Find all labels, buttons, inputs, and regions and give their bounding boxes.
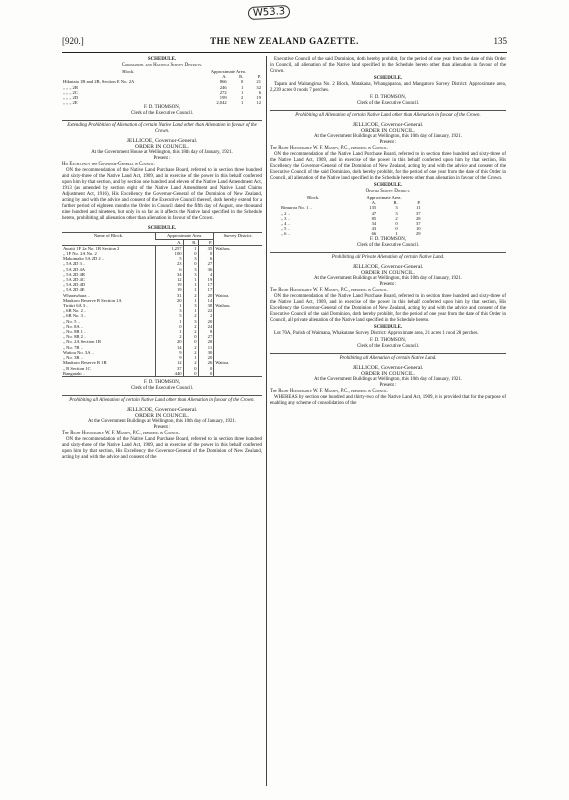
acres: 2	[155, 334, 183, 339]
column-divider	[266, 56, 267, 786]
block-name: „ B Section 1C	[63, 365, 91, 371]
col-perches: P.	[417, 200, 421, 206]
col-district: Survey District.	[214, 233, 262, 245]
notice-heading: Prohibiting all Alienation of certain Native Land other than Alienation in favour of the Crown.	[295, 113, 481, 118]
block-name: Makomako 5A 2D 2 ..	[63, 256, 105, 262]
order-place-date: At the Government House at Wellington, this 18th day of January, 1921.	[91, 150, 233, 156]
block-name: „ No. 3B ..	[63, 355, 83, 361]
block-name: „ 1F No. 2A No. 2	[63, 251, 97, 257]
survey-district: Opotiki Survey District.	[365, 189, 411, 194]
header-year: [920.]	[62, 36, 84, 46]
roods: 3	[395, 210, 398, 216]
acres: 0	[155, 324, 183, 329]
schedule-heading: SCHEDULE.	[147, 57, 177, 62]
perches: 2	[198, 313, 214, 318]
block-name: „ No. 2A Section 1B	[63, 339, 101, 345]
col-roods: R.	[239, 74, 244, 80]
roods: 1	[183, 245, 198, 251]
col-block: Block.	[122, 69, 135, 74]
perches: 35	[198, 245, 214, 251]
schedule-heading: SCHEDULE.	[373, 324, 403, 330]
present-label: Present :	[379, 382, 397, 388]
acres: 34	[155, 272, 183, 277]
roods: 2	[183, 345, 198, 350]
col-area: Approximate Area.	[366, 195, 402, 200]
perches: 36	[198, 267, 214, 272]
block-name: Rangatahi ..	[62, 371, 155, 377]
order-body: ON the recommendation of the Native Land Purchase Board, referred to in section three hundred and sixty-three of the Native Land Act, 1909, and in exercise of the power in this behalf conferred upon him by that section, His Excellency the Governor-General of the Dominion of New Zealand, acting by and with the advice and consent of the	[62, 436, 262, 460]
perches: 6	[198, 256, 214, 261]
schedule-heading: SCHEDULE.	[373, 76, 403, 81]
acres: 440	[155, 371, 183, 377]
roods: 1	[183, 308, 198, 313]
block-name: Rimuroa No. 1 ..	[281, 205, 312, 211]
schedule-heading: SCHEDULE.	[373, 183, 403, 188]
acres: 866	[219, 79, 227, 85]
governor-line: JELLICOE, Governor-General.	[352, 122, 424, 128]
roods: 1	[240, 84, 244, 90]
perches: 30	[198, 350, 214, 355]
block-name: „ No. 8A ..	[63, 323, 83, 329]
left-column	[62, 57, 262, 462]
block-name: „ „ „ 2E	[63, 100, 78, 106]
perches: 27	[198, 334, 214, 339]
presiding-line: The Right Honourable W. F. Massey, P.C., presiding in Council.	[270, 146, 389, 151]
signature-name: F. D. THOMSON,	[143, 379, 181, 385]
perches: 19	[256, 95, 261, 101]
block-name: „ 5 ..	[281, 226, 290, 232]
order-body: ON the recommendation of the Native Land Purchase Board, referred to in section three hundred and sixty-three of the Native Land Act, 1909, and in exercise of the power in this behalf conferred upon him by that section, and by section one hundred and eleven of the Native Land Amendment Act, 1913 (as amended by section eight of the Native Land Amendment and Native Land Claims Adjustment Act, 1916), His Excellency the Governor-General of the Dominion of New Zealand, acting by and with the advice and consent of the Executive Council thereof, doth hereby extend for a further period of eighteen months the Order in Council dated the fifth day of August, one thousand nine hundred and nineteen, but only in so far as it affects the Native land specified in the Schedule hereto, prohibiting all alienation other than alienation in favour of the Crown.	[62, 168, 262, 222]
divider	[62, 120, 262, 121]
order-heading: ORDER IN COUNCIL.	[135, 412, 189, 419]
block-name: „ 6 ..	[281, 231, 290, 237]
roods: 0	[395, 221, 398, 227]
block-name: Waitoa No. 3A ..	[63, 349, 94, 355]
acres: 43	[371, 226, 377, 232]
notice-heading: Prohibiting all Private Alienation of certain Native Land.	[331, 254, 445, 260]
divider	[270, 252, 506, 253]
order-place-date: At the Government Buildings at Wellington, this 10th day of January, 1921.	[313, 275, 463, 281]
block-name: „ 6B No. 2 ..	[63, 308, 87, 314]
col-perches: P.	[257, 74, 261, 80]
block-name: „ No. 8B 1 ..	[63, 329, 87, 335]
header-title: THE NEW ZEALAND GAZETTE.	[210, 36, 359, 46]
table-row	[62, 371, 262, 377]
perches: 37	[416, 221, 421, 227]
acres: 246	[219, 84, 227, 90]
acres: 6	[155, 267, 183, 272]
roods: 1	[183, 298, 198, 303]
signature-title: Clerk of the Executive Council.	[356, 101, 420, 106]
schedule-heading: SCHEDULE.	[147, 226, 177, 232]
roods: 1	[183, 287, 198, 292]
acres: 34	[371, 221, 377, 227]
order-place-date: At the Government Buildings at Wellington, this 10th day of January, 1921.	[313, 134, 463, 139]
perches: 12	[256, 100, 261, 106]
roods: 3	[183, 272, 198, 277]
perches: 19	[198, 277, 214, 282]
acres: 5	[155, 256, 183, 261]
acres: 199	[219, 95, 227, 101]
present-label: Present :	[153, 424, 171, 430]
block-name: „ 5A 2D 3 ..	[63, 261, 86, 267]
block-name: „ 3 ..	[281, 215, 290, 221]
acres: 100	[155, 251, 183, 256]
block-name: „ No. 5 ..	[63, 318, 80, 324]
perches: 32	[256, 84, 261, 90]
roods: 2	[183, 350, 198, 355]
acres: 14	[155, 345, 183, 350]
presiding-line: The Right Honourable W. F. Massey, P.C., presiding in Council.	[270, 388, 389, 394]
block-name: „ 5A 2D 4E	[63, 287, 85, 293]
block-name: „ 5A 2D 4B	[63, 271, 85, 277]
block-name: „ 2 ..	[281, 210, 290, 216]
roods: 2	[240, 95, 244, 101]
col-acres: A.	[222, 74, 227, 80]
perches: 14	[198, 298, 214, 303]
acres: 31	[155, 293, 183, 298]
block-name: „ „ „ 2D	[63, 95, 79, 101]
block-name: „ „ „ 2B	[63, 84, 78, 90]
acres: 1	[155, 303, 183, 308]
header-rule	[62, 52, 507, 53]
order-heading: ORDER IN COUNCIL.	[361, 370, 415, 377]
schedule-table	[62, 232, 262, 376]
right-column	[270, 57, 506, 408]
perches: 20	[198, 355, 214, 360]
roods: 2	[183, 313, 198, 318]
roods: 0	[240, 79, 244, 85]
col-roods: R.	[393, 200, 398, 206]
block-name: „ 6B No. 3 ..	[63, 313, 87, 319]
order-body: ON the recommendation of the Native Land Purchase Board, referred to in section three hundred and sixty-three of the Native Land Act, 1909, and in exercise of the power in this behalf conferred upon him by that section, His Excellency the Governor-General of the Dominion of New Zealand, acting by and with the advice and consent of the Executive Council of the said Dominion, doth hereby prohibit, for the period of one year from the date of this Order in Council, all alienation of the Native land specified in the Schedule hereto other than alienation in favour of the Crown.	[270, 152, 506, 181]
governor-line: JELLICOE, Governor-General.	[352, 364, 424, 371]
schedule-table	[62, 69, 262, 105]
signature-name: F. D. THOMSON,	[143, 105, 181, 111]
perches: 29	[416, 231, 421, 237]
perches: 17	[198, 282, 214, 287]
present-label: Present :	[153, 156, 171, 162]
schedule-text: Tapatu and Waitangirua No. 2 Block, Matakana, Whangaparoa, and Mangatoro Survey District: Approximate area, 2,239 acres 0 roods 7 perches.	[270, 82, 506, 93]
acres: 47	[371, 210, 377, 216]
divider	[62, 395, 262, 396]
roods: 1	[183, 282, 198, 287]
perches: 11	[198, 345, 214, 350]
acres: 3	[155, 308, 183, 313]
block-name: Maukoro Reserve B Section 1A	[63, 297, 122, 303]
block-name: „ „ „ 2C	[63, 89, 78, 95]
roods: 3	[183, 319, 198, 324]
acres: 66	[371, 231, 377, 237]
order-body: WHEREAS by section one hundred and thirty-two of the Native Land Act, 1909, it is provided that for the purpose of enabling any scheme of consolidation of the	[270, 394, 506, 406]
perches: 0	[198, 366, 214, 371]
col-acres: A.	[177, 239, 182, 245]
roods: 1	[395, 231, 398, 237]
order-body-continued: Executive Council of the said Dominion, doth hereby prohibit, for the period of one year from the date of this Order in Council, all alienation of the Native land specified in the Schedule hereto other than alienation in favour of the Crown.	[270, 57, 506, 74]
acres: 9	[155, 350, 183, 355]
block-name: „ No. 7B ..	[63, 344, 83, 350]
present-label: Present :	[379, 281, 397, 287]
perches: 20	[198, 293, 214, 298]
divider	[270, 353, 506, 354]
divider	[270, 110, 506, 111]
signature-title: Clerk of the Executive Council.	[356, 343, 420, 349]
acres: 135	[369, 205, 377, 211]
acres: 37	[155, 366, 183, 371]
col-block: Name of Block.	[93, 233, 124, 239]
acres: 12	[155, 277, 183, 282]
block-name: Hikutaia 1B and 2B, Section E No. 2A	[63, 79, 135, 85]
roods: 0	[183, 261, 198, 266]
survey-district	[214, 371, 262, 377]
acres: 20	[155, 339, 183, 344]
roods: 0	[183, 371, 198, 377]
perches: 10	[416, 226, 421, 232]
order-body: ON the recommendation of the Native Land Purchase Board, referred to in section three hundred and sixty-three of the Native Land Act, 1909, and in exercise of the power in this behalf conferred upon him by that section, His Excellency the Governor-General of the Dominion of New Zealand, acting by and with the advice and consent of the Executive Council of the said Dominion, doth hereby prohibit, for the period of one year from the date of this Order in Council, all private alienation of the Native land specified in the Schedule hereto.	[270, 293, 506, 323]
order-place-date: At the Government Buildings at Wellington, this 10th day of January, 1921.	[313, 376, 463, 382]
block-name: Awaiti 1F 2a No. 1B Section 2	[63, 245, 120, 251]
roods: 0	[183, 251, 198, 256]
page-header	[62, 36, 507, 50]
block-name: „ 5A 2D 4D	[63, 282, 86, 288]
perches: 21	[256, 79, 261, 85]
roods: 2	[395, 215, 398, 221]
schedule-text: Lot 70A, Parish of Waimana, Whakatane Survey District: Approximate area, 21 acres 1 rood 28 perches.	[274, 330, 479, 336]
order-heading: ORDER IN COUNCIL.	[361, 269, 415, 276]
acres: 9	[155, 355, 183, 360]
order-heading: ORDER IN COUNCIL.	[135, 144, 189, 151]
order-place-date: At the Government Buildings at Wellington, this 10th day of January, 1921.	[87, 418, 237, 424]
roods: 0	[183, 339, 198, 344]
acres: 19	[155, 282, 183, 287]
roods: 3	[183, 256, 198, 261]
presiding-line: The Right Honourable W. F. Massey, P.C., presiding in Council.	[62, 430, 181, 436]
signature-name: F. D. THOMSON,	[369, 337, 407, 343]
governor-line: JELLICOE, Governor-General.	[352, 263, 424, 270]
perches: 11	[416, 205, 421, 211]
notice-heading: Prohibiting all Alienation of certain Native Land other than Alienation in favour of the Crown.	[69, 397, 255, 403]
perches: 38	[198, 303, 214, 308]
col-roods: R.	[183, 239, 198, 245]
roods: 3	[183, 303, 198, 308]
order-heading: ORDER IN COUNCIL.	[361, 128, 415, 134]
acres: 23	[155, 261, 183, 266]
signature-title: Clerk of the Executive Council.	[130, 385, 194, 391]
col-acres: A.	[371, 200, 377, 206]
block-name: Tiritiri 6A 3 ..	[63, 303, 89, 309]
block-name: „ 5A 2D 4C	[63, 277, 85, 283]
acres: 85	[371, 215, 377, 221]
block-name: „ 4 ..	[281, 221, 290, 227]
page-number: 135	[493, 36, 507, 46]
signature-title: Clerk of the Executive Council.	[130, 111, 194, 117]
acres: 2,042	[216, 100, 227, 106]
acres: 1	[155, 319, 183, 324]
col-area: Approximate Area.	[210, 69, 246, 74]
roods: 1	[183, 277, 198, 282]
schedule-table	[280, 195, 422, 237]
roods: 2	[183, 324, 198, 329]
roods: 1	[240, 89, 244, 95]
survey-district: Coromandel and Hastings Survey Districts.	[121, 63, 203, 68]
perches: 28	[198, 339, 214, 344]
governor-line: JELLICOE, Governor-General.	[126, 138, 198, 145]
acres: 19	[155, 287, 183, 292]
perches: 4	[198, 272, 214, 277]
archive-stamp: W53.3	[248, 5, 291, 20]
roods: 3	[183, 267, 198, 272]
survey-district: Waihou.	[214, 303, 262, 308]
perches: 20	[198, 319, 214, 324]
perches: 37	[416, 210, 421, 216]
signature-name: F. D. THOMSON,	[369, 236, 407, 242]
block-name: „ No. 8B 2 ..	[63, 334, 87, 340]
perches: 17	[198, 287, 214, 292]
presiding-line: The Right Honourable W. F. Massey, P.C., presiding in Council.	[270, 287, 389, 293]
survey-district: Waitoa.	[214, 293, 262, 298]
col-block: Block.	[307, 195, 320, 200]
acres: 20	[155, 298, 183, 303]
perches: 28	[416, 215, 421, 221]
perches: 0	[198, 371, 214, 377]
roods: 2	[183, 293, 198, 298]
perches: 27	[198, 261, 214, 266]
block-name: Wharawhara ..	[63, 292, 90, 298]
roods: 1	[240, 100, 244, 106]
block-name: Maukoro Reserve B 1B	[63, 360, 107, 366]
roods: 2	[183, 329, 198, 334]
acres: 1	[155, 329, 183, 334]
roods: 0	[183, 366, 198, 371]
col-perches: P.	[198, 239, 214, 245]
survey-district: Waitoa.	[214, 360, 262, 365]
roods: 2	[183, 360, 198, 365]
roods: 3	[395, 205, 398, 211]
notice-heading: Prohibiting all Alienation of certain Native Land.	[339, 355, 437, 361]
presiding-line: His Excellency the Governor-General in Council.	[62, 162, 155, 168]
roods: 1	[183, 355, 198, 360]
roods: 0	[395, 226, 398, 232]
perches: 0	[198, 251, 214, 256]
perches: 24	[198, 324, 214, 329]
acres: 12	[155, 360, 183, 365]
signature-title: Clerk of the Executive Council.	[356, 242, 420, 248]
governor-line: JELLICOE, Governor-General.	[126, 406, 198, 413]
present-label: Present :	[379, 140, 397, 145]
acres: 1,257	[155, 245, 183, 251]
acres: 5	[155, 313, 183, 318]
acres: 272	[219, 89, 227, 95]
notice-heading: Extending Prohibition of Alienation of certain Native Land other than Alienation in favour of the Crown.	[67, 123, 257, 135]
perches: 8	[198, 329, 214, 334]
col-area: Approximate Area.	[155, 233, 213, 239]
perches: 26	[198, 360, 214, 365]
survey-district: Waihou.	[214, 245, 262, 251]
signature-name: F. D. THOMSON,	[369, 95, 407, 100]
perches: 6	[258, 89, 261, 95]
roods: 0	[183, 334, 198, 339]
perches: 22	[198, 308, 214, 313]
block-name: „ 5A 2D 4A	[63, 266, 86, 272]
